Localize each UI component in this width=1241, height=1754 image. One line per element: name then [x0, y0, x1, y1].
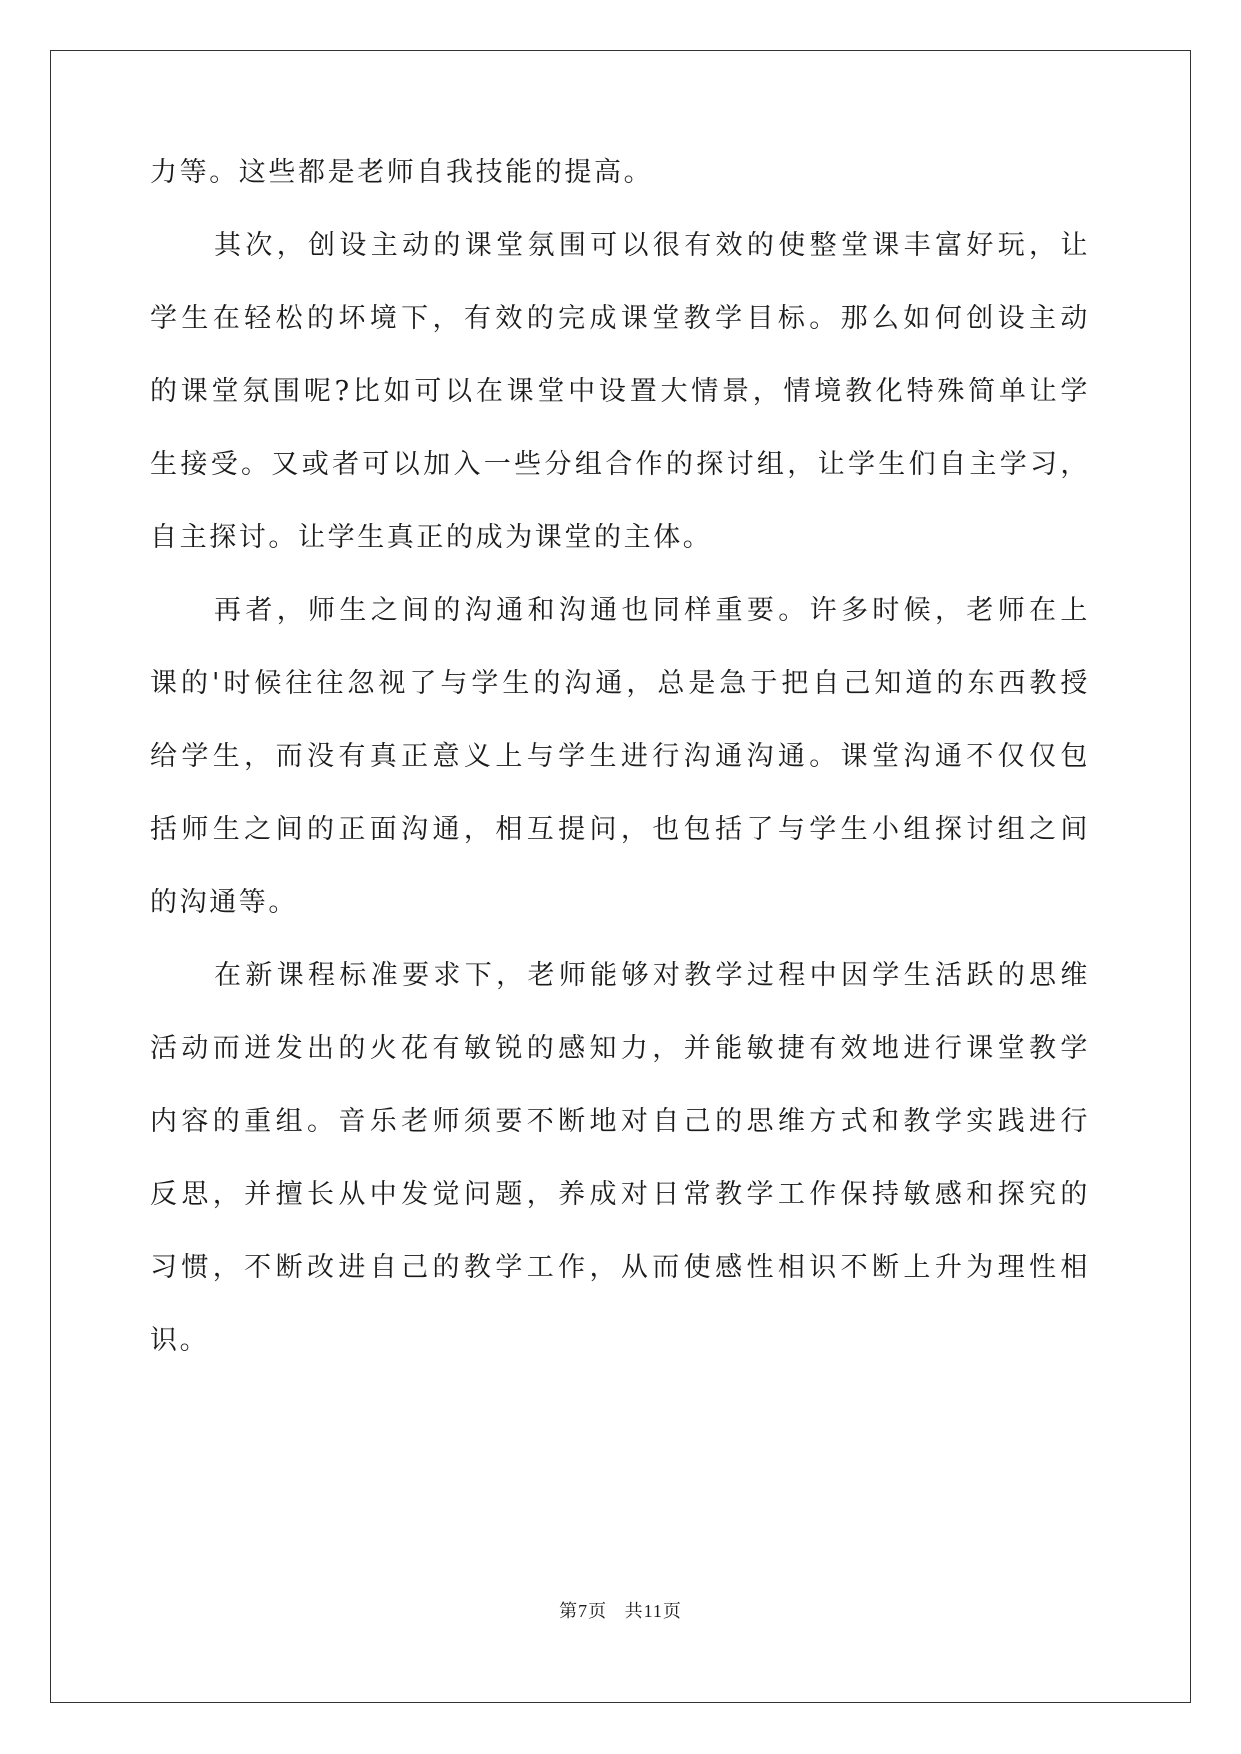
paragraph-4-line-6: 识。 [150, 1325, 210, 1356]
paragraph-3-line-1: 再者，师生之间的沟通和沟通也同样重要。许多时候，老师在上 [214, 595, 1090, 626]
paragraph-3-line-4: 括师生之间的正面沟通，相互提问，也包括了与学生小组探讨组之间 [150, 814, 1090, 845]
paragraph-2-line-5: 自主探讨。让学生真正的成为课堂的主体。 [150, 522, 713, 553]
paragraph-2-line-4: 生接受。又或者可以加入一些分组合作的探讨组，让学生们自主学习， [150, 449, 1090, 480]
paragraph-3-line-3: 给学生，而没有真正意义上与学生进行沟通沟通。课堂沟通不仅仅包 [150, 741, 1090, 772]
paragraph-4-line-2: 活动而迸发出的火花有敏锐的感知力，并能敏捷有效地进行课堂教学 [150, 1033, 1090, 1064]
paragraph-2-line-2: 学生在轻松的坏境下，有效的完成课堂教学目标。那么如何创设主动 [150, 303, 1090, 334]
page-number: 第7页 [559, 1601, 608, 1621]
page-footer [0, 1599, 1241, 1623]
page-total: 共11页 [624, 1601, 682, 1621]
paragraph-4-line-4: 反思，并擅长从中发觉问题，养成对日常教学工作保持敏感和探究的 [150, 1179, 1090, 1210]
paragraph-3-line-5: 的沟通等。 [150, 887, 298, 918]
page-border [50, 50, 1191, 1703]
paragraph-4-line-1: 在新课程标准要求下，老师能够对教学过程中因学生活跃的思维 [214, 960, 1090, 991]
text-line-1: 力等。这些都是老师自我技能的提高。 [150, 157, 654, 188]
paragraph-3-line-2: 课的'时候往往忽视了与学生的沟通，总是急于把自己知道的东西教授 [150, 668, 1090, 699]
paragraph-2-line-3: 的课堂氛围呢?比如可以在课堂中设置大情景，情境教化特殊简单让学 [150, 376, 1090, 407]
paragraph-2-line-1: 其次，创设主动的课堂氛围可以很有效的使整堂课丰富好玩，让 [214, 230, 1090, 261]
paragraph-4-line-5: 习惯，不断改进自己的教学工作，从而使感性相识不断上升为理性相 [150, 1252, 1090, 1283]
paragraph-4-line-3: 内容的重组。音乐老师须要不断地对自己的思维方式和教学实践进行 [150, 1106, 1090, 1137]
